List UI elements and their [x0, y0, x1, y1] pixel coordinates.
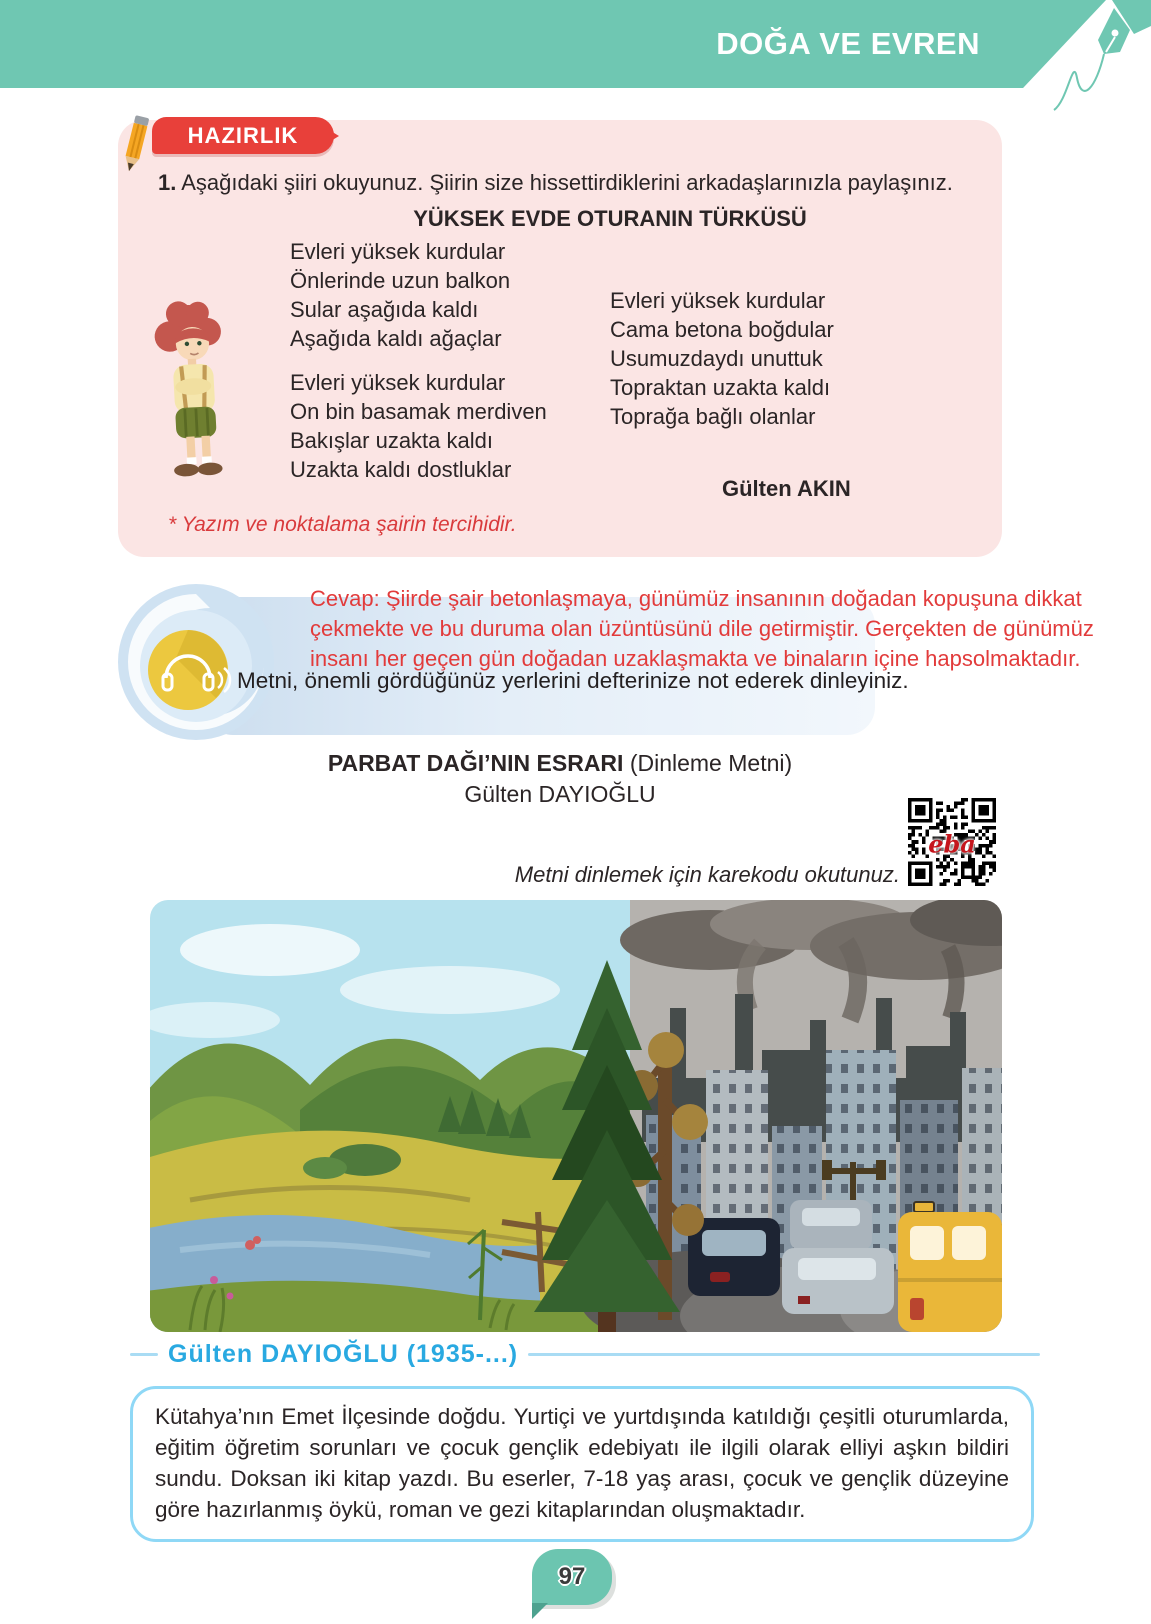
biography-text: Kütahya’nın Emet İlçesinde doğdu. Yurtiçi ve yurtdışında katıldığı çeşitli oturumlarda, eğitim öğretim sorunları ve çocuk gençlik edebiyatı ile ilgili olarak elliyi aşkın bildiri sundu. Doksan iki kitap yazdı. Bu eserler, 7-18 yaş arası, çocuk ve gençlik düzeyine göre hazırlanmış öykü, roman ve gezi kitaplarından oluşmaktadır.: [155, 1404, 1009, 1522]
answer-text: Cevap: Şiirde şair betonlaşmaya, günümüz insanının doğadan kopuşuna dikkat çekmekte ve bu duruma olan üzüntüsünü dile getirmiştir. Gerçekten de günümüz insanı her geçen gün doğadan uzaklaşmakta ve binaların içine hapsolmaktadır.: [310, 586, 1094, 671]
hazirlik-badge: [152, 117, 334, 154]
poem-stanza-2: Evleri yüksek kurdular On bin basamak merdiven Bakışlar uzakta kaldı Uzakta kaldı dostluklar: [290, 370, 547, 482]
pen-icon: [1016, 0, 1151, 118]
eba-logo: eba: [928, 829, 976, 859]
heading-rule-right: [528, 1353, 1040, 1356]
listening-text-author: Gülten DAYIOĞLU: [464, 781, 656, 807]
boy-illustration: [122, 298, 262, 478]
poem-stanza-1: Evleri yüksek kurdular Önlerinde uzun balkon Sular aşağıda kaldı Aşağıda kaldı ağaçlar: [290, 239, 511, 351]
poem-author: Gülten AKIN: [722, 476, 851, 501]
biography-box: [130, 1386, 1034, 1542]
exercise-number: 1.: [158, 170, 177, 195]
poem-footnote: * Yazım ve noktalama şairin tercihidir.: [168, 513, 517, 536]
poem-stanza-3: Evleri yüksek kurdular Cama betona boğdular Usumuzdaydı unuttuk Topraktan uzakta kaldı Toprağa bağlı olanlar: [610, 288, 834, 429]
qr-code: [908, 798, 996, 886]
poem-title: YÜKSEK EVDE OTURANIN TÜRKÜSÜ: [413, 206, 807, 231]
biography-heading-row: [130, 1340, 1040, 1369]
page-number: 97: [558, 1563, 586, 1590]
hazirlik-badge-label: HAZIRLIK: [187, 122, 299, 148]
qr-caption: Metni dinlemek için karekodu okutunuz.: [514, 862, 900, 887]
heading-rule-left: [130, 1353, 158, 1356]
page-number-bubble: [532, 1549, 612, 1605]
listening-text-title: PARBAT DAĞI’NIN ESRARI (Dinleme Metni): [327, 750, 793, 776]
exercise-instruction: 1. Aşağıdaki şiiri okuyunuz. Şiirin size hissettirdiklerini arkadaşlarınızla paylaşınız.: [158, 170, 953, 195]
listening-swirl: [116, 582, 276, 742]
listening-instruction: Metni, önemli gördüğünüz yerlerini defterinize not ederek dinleyiniz.: [237, 668, 909, 693]
biography-heading: Gülten DAYIOĞLU (1935-...): [168, 1340, 519, 1368]
nature-vs-city-illustration: [150, 900, 1002, 1332]
pencil-icon: [112, 112, 160, 174]
unit-title: DOĞA VE EVREN: [716, 26, 980, 61]
